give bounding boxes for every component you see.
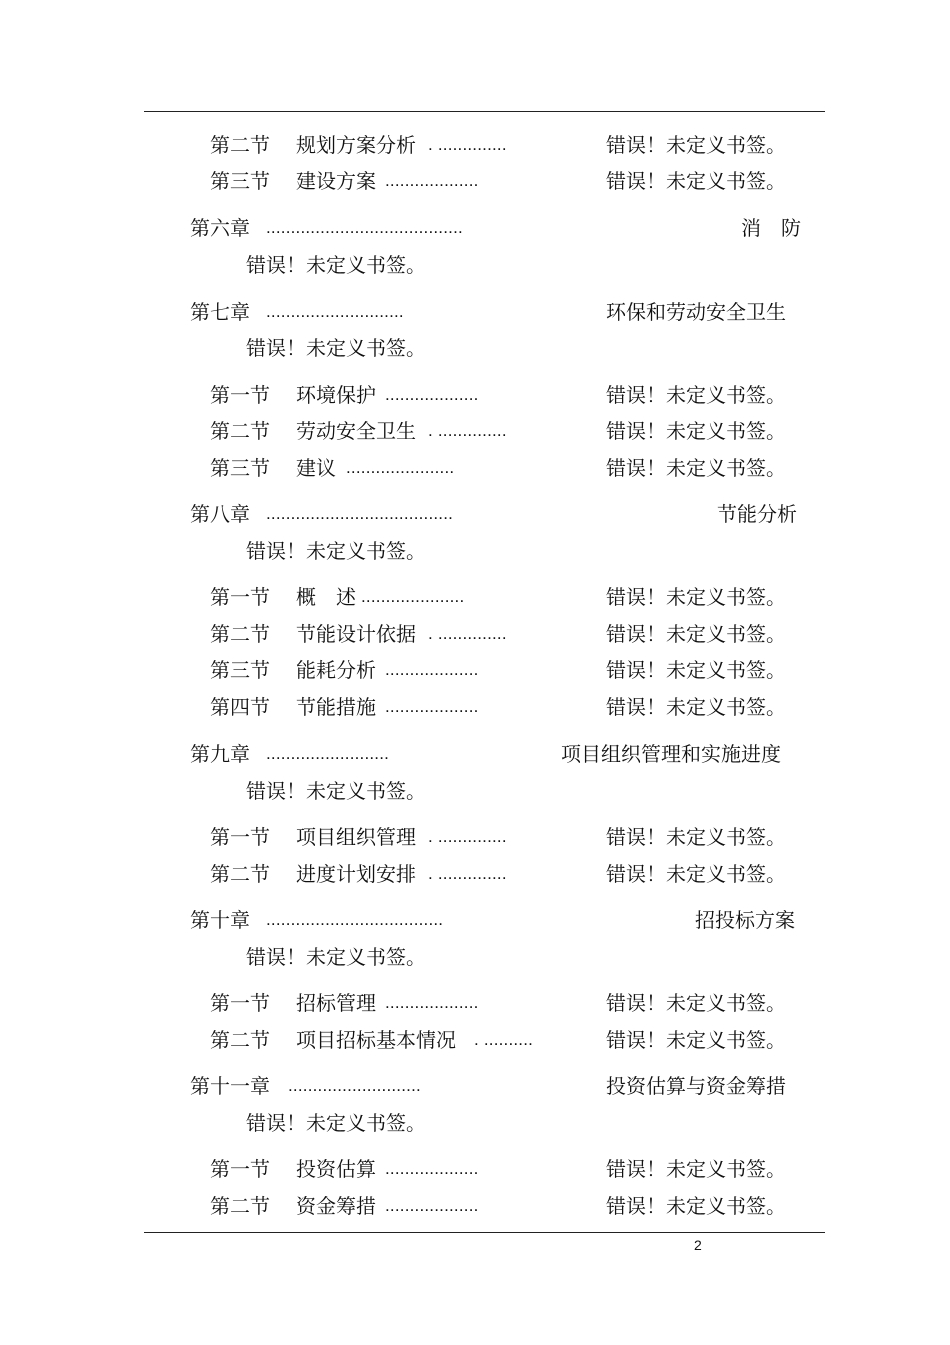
- toc-chapter-row[interactable]: [0, 211, 950, 245]
- toc-page-ref: 错误！未定义书签。: [246, 539, 426, 563]
- toc-section-label: 第一节: [210, 383, 270, 407]
- toc-leader-dots: . ..............: [428, 624, 507, 643]
- toc-chapter-label: 第八章: [190, 502, 250, 526]
- toc-section-row[interactable]: [0, 617, 950, 651]
- toc-section-row[interactable]: [0, 451, 950, 485]
- toc-section-label: 第一节: [210, 585, 270, 609]
- toc-chapter-label: 第九章: [190, 742, 250, 766]
- toc-page-ref: 错误！未定义书签。: [606, 825, 786, 849]
- toc-section-row[interactable]: [0, 820, 950, 854]
- toc-leader-dots: ...........................: [288, 1076, 421, 1095]
- toc-section-title: 项目组织管理: [296, 825, 416, 849]
- toc-section-title: 招标管理: [296, 991, 376, 1015]
- toc-chapter-ref-row: [0, 774, 950, 808]
- toc-chapter-title: 消 防: [741, 216, 801, 240]
- toc-chapter-label: 第七章: [190, 300, 250, 324]
- toc-page-ref: 错误！未定义书签。: [606, 585, 786, 609]
- toc-section-label: 第二节: [210, 1028, 270, 1052]
- toc-chapter-row[interactable]: [0, 737, 950, 771]
- toc-chapter-title: 项目组织管理和实施进度: [561, 742, 781, 766]
- toc-section-title: 概 述: [296, 585, 356, 609]
- toc-leader-dots: .........................: [266, 744, 390, 763]
- toc-chapter-row[interactable]: [0, 1069, 950, 1103]
- toc-page-ref: 错误！未定义书签。: [606, 991, 786, 1015]
- toc-leader-dots: ......................................: [266, 504, 454, 523]
- toc-leader-dots: ...................: [385, 660, 479, 679]
- toc-chapter-title: 投资估算与资金筹措: [606, 1074, 786, 1098]
- toc-page-ref: 错误！未定义书签。: [606, 695, 786, 719]
- toc-chapter-title: 环保和劳动安全卫生: [606, 300, 786, 324]
- toc-leader-dots: ...................: [385, 1196, 479, 1215]
- toc-chapter-label: 第十一章: [190, 1074, 270, 1098]
- toc-section-title: 规划方案分析: [296, 133, 416, 157]
- toc-section-label: 第三节: [210, 169, 270, 193]
- toc-section-row[interactable]: [0, 986, 950, 1020]
- toc-chapter-title: 节能分析: [717, 502, 797, 526]
- toc-leader-dots: ....................................: [266, 910, 444, 929]
- toc-section-label: 第一节: [210, 1157, 270, 1181]
- toc-section-row[interactable]: [0, 653, 950, 687]
- toc-page-ref: 错误！未定义书签。: [606, 1194, 786, 1218]
- toc-section-label: 第一节: [210, 825, 270, 849]
- toc-section-label: 第三节: [210, 658, 270, 682]
- toc-leader-dots: . ..............: [428, 864, 507, 883]
- toc-section-row[interactable]: [0, 128, 950, 162]
- toc-leader-dots: . ..............: [428, 421, 507, 440]
- toc-section-title: 建议: [296, 456, 336, 480]
- toc-section-label: 第一节: [210, 991, 270, 1015]
- toc-leader-dots: ...................: [385, 993, 479, 1012]
- toc-section-title: 环境保护: [296, 383, 376, 407]
- toc-page-ref: 错误！未定义书签。: [606, 1157, 786, 1181]
- toc-section-row[interactable]: [0, 1152, 950, 1186]
- toc-leader-dots: .....................: [361, 587, 465, 606]
- toc-section-label: 第二节: [210, 622, 270, 646]
- toc-page-ref: 错误！未定义书签。: [606, 658, 786, 682]
- toc-chapter-ref-row: [0, 534, 950, 568]
- toc-page-ref: 错误！未定义书签。: [606, 622, 786, 646]
- toc-section-row[interactable]: [0, 164, 950, 198]
- toc-section-title: 劳动安全卫生: [296, 419, 416, 443]
- toc-leader-dots: ...................: [385, 697, 479, 716]
- toc-section-row[interactable]: [0, 1189, 950, 1223]
- footer-rule: [144, 1232, 825, 1233]
- toc-chapter-ref-row: [0, 940, 950, 974]
- toc-leader-dots: . ..........: [474, 1030, 534, 1049]
- toc-section-title: 项目招标基本情况: [296, 1028, 456, 1052]
- toc-section-label: 第二节: [210, 862, 270, 886]
- toc-section-row[interactable]: [0, 414, 950, 448]
- toc-page-ref: 错误！未定义书签。: [606, 169, 786, 193]
- toc-chapter-label: 第十章: [190, 908, 250, 932]
- toc-chapter-label: 第六章: [190, 216, 250, 240]
- toc-section-title: 节能措施: [296, 695, 376, 719]
- toc-section-title: 资金筹措: [296, 1194, 376, 1218]
- toc-page-ref: 错误！未定义书签。: [246, 779, 426, 803]
- toc-page-ref: 错误！未定义书签。: [606, 133, 786, 157]
- toc-section-title: 节能设计依据: [296, 622, 416, 646]
- toc-section-label: 第三节: [210, 456, 270, 480]
- toc-leader-dots: ...................: [385, 385, 479, 404]
- toc-section-title: 进度计划安排: [296, 862, 416, 886]
- toc-page-ref: 错误！未定义书签。: [606, 419, 786, 443]
- toc-page-ref: 错误！未定义书签。: [246, 253, 426, 277]
- toc-section-title: 建设方案: [296, 169, 376, 193]
- toc-leader-dots: . ..............: [428, 135, 507, 154]
- toc-chapter-ref-row: [0, 1106, 950, 1140]
- toc-section-row[interactable]: [0, 1023, 950, 1057]
- toc-chapter-ref-row: [0, 331, 950, 365]
- toc-leader-dots: ............................: [266, 302, 404, 321]
- toc-section-label: 第二节: [210, 133, 270, 157]
- toc-leader-dots: . ..............: [428, 827, 507, 846]
- toc-page-ref: 错误！未定义书签。: [606, 456, 786, 480]
- toc-leader-dots: ......................: [346, 458, 455, 477]
- toc-section-row[interactable]: [0, 580, 950, 614]
- toc-section-row[interactable]: [0, 857, 950, 891]
- toc-chapter-row[interactable]: [0, 295, 950, 329]
- toc-section-row[interactable]: [0, 690, 950, 724]
- toc-page-ref: 错误！未定义书签。: [246, 945, 426, 969]
- toc-section-title: 投资估算: [296, 1157, 376, 1181]
- toc-chapter-title: 招投标方案: [695, 908, 795, 932]
- toc-section-label: 第二节: [210, 419, 270, 443]
- toc-leader-dots: ........................................: [266, 218, 463, 237]
- toc-section-label: 第四节: [210, 695, 270, 719]
- header-rule: [144, 111, 825, 112]
- toc-page-ref: 错误！未定义书签。: [246, 1111, 426, 1135]
- toc-page-ref: 错误！未定义书签。: [606, 1028, 786, 1052]
- toc-chapter-row[interactable]: [0, 903, 950, 937]
- page-number: 2: [694, 1237, 702, 1253]
- toc-page-ref: 错误！未定义书签。: [606, 383, 786, 407]
- toc-section-title: 能耗分析: [296, 658, 376, 682]
- toc-chapter-row[interactable]: [0, 497, 950, 531]
- toc-chapter-ref-row: [0, 248, 950, 282]
- toc-leader-dots: ...................: [385, 171, 479, 190]
- toc-page-ref: 错误！未定义书签。: [606, 862, 786, 886]
- toc-section-label: 第二节: [210, 1194, 270, 1218]
- toc-leader-dots: ...................: [385, 1159, 479, 1178]
- toc-section-row[interactable]: [0, 378, 950, 412]
- toc-page-ref: 错误！未定义书签。: [246, 336, 426, 360]
